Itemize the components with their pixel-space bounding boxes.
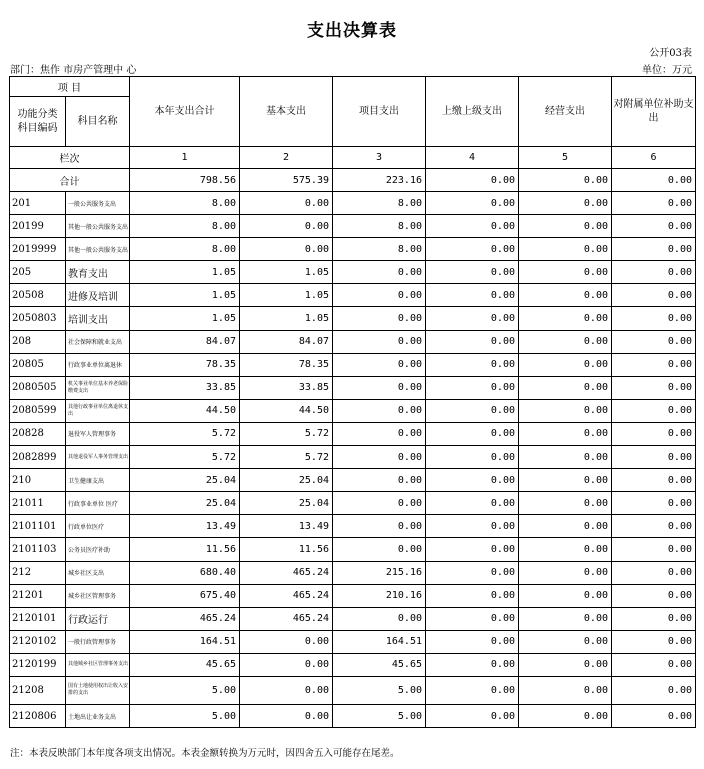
amount-cell: 8.00 [130,215,240,238]
subject-name-cell: 社会保障和就业支出 [66,330,130,353]
amount-cell: 0.00 [612,561,696,584]
amount-cell: 0.00 [519,284,612,307]
amount-cell: 25.04 [240,492,333,515]
amount-cell: 0.00 [426,469,519,492]
header-business: 经营支出 [519,77,612,147]
func-code-cell: 205 [10,261,66,284]
table-row [10,492,696,515]
func-code-cell: 210 [10,469,66,492]
func-code-cell: 2120101 [10,607,66,630]
func-code-cell: 2080505 [10,376,66,399]
unit-label: 单位：万元 [642,65,692,76]
subject-name-cell: 公务员医疗补助 [66,538,130,561]
amount-cell: 0.00 [426,584,519,607]
amount-cell: 0.00 [612,192,696,215]
amount-cell: 0.00 [519,238,612,261]
amount-cell: 0.00 [519,469,612,492]
header-total: 本年支出合计 [130,77,240,147]
subject-name-cell: 国有土地使用权出让收入安排的支出 [66,676,130,704]
amount-cell: 0.00 [612,630,696,653]
amount-cell: 0.00 [519,399,612,422]
amount-cell: 0.00 [240,215,333,238]
col-number: 4 [426,147,519,169]
amount-cell: 0.00 [519,676,612,704]
amount-cell: 0.00 [612,215,696,238]
subject-name-cell: 行政运行 [66,607,130,630]
amount-cell: 164.51 [130,630,240,653]
amount-cell: 0.00 [519,704,612,727]
amount-cell: 0.00 [519,515,612,538]
amount-cell: 0.00 [612,353,696,376]
table-row [10,469,696,492]
amount-cell: 5.00 [130,704,240,727]
amount-cell: 0.00 [240,238,333,261]
amount-cell: 210.16 [333,584,426,607]
amount-cell: 78.35 [240,353,333,376]
item-group-header: 项 目 [10,77,130,97]
amount-cell: 33.85 [130,376,240,399]
amount-cell: 13.49 [130,515,240,538]
subject-name-cell: 其他退役军人事务管理支出 [66,446,130,469]
amount-cell: 5.72 [130,446,240,469]
subject-name-cell: 城乡社区管理事务 [66,584,130,607]
subject-name-cell: 一般公共服务支出 [66,192,130,215]
page-title: 支出决算表 [307,21,397,41]
amount-cell: 1.05 [240,307,333,330]
amount-cell: 0.00 [333,446,426,469]
header-subsidy: 对附属单位补助支出 [612,77,696,147]
amount-cell: 465.24 [240,607,333,630]
amount-cell: 465.24 [240,561,333,584]
amount-cell: 0.00 [519,330,612,353]
func-code-cell: 2101103 [10,538,66,561]
func-code-cell: 201 [10,192,66,215]
header-project: 项目支出 [333,77,426,147]
table-row [10,284,696,307]
subject-name-cell: 其他城乡社区管理事务支出 [66,653,130,676]
subject-name-cell: 卫生健康支出 [66,469,130,492]
table-row [10,376,696,399]
amount-cell: 0.00 [426,215,519,238]
amount-cell: 164.51 [333,630,426,653]
amount-cell: 0.00 [426,330,519,353]
amount-cell: 0.00 [519,538,612,561]
summary-value: 0.00 [612,169,696,192]
amount-cell: 0.00 [426,515,519,538]
table-row [10,330,696,353]
summary-value: 223.16 [333,169,426,192]
amount-cell: 0.00 [612,307,696,330]
table-row [10,630,696,653]
subject-name-cell: 其他一般公共服务支出 [66,238,130,261]
amount-cell: 0.00 [519,261,612,284]
summary-value: 0.00 [426,169,519,192]
col-number: 6 [612,147,696,169]
amount-cell: 5.72 [240,422,333,445]
amount-cell: 44.50 [130,399,240,422]
amount-cell: 0.00 [240,653,333,676]
subject-name-cell: 培训支出 [66,307,130,330]
amount-cell: 0.00 [333,376,426,399]
func-code-cell: 21208 [10,676,66,704]
subject-name-cell: 退役军人管理事务 [66,422,130,445]
table-row [10,653,696,676]
table-row [10,238,696,261]
amount-cell: 0.00 [519,215,612,238]
table-row [10,399,696,422]
amount-cell: 44.50 [240,399,333,422]
amount-cell: 25.04 [240,469,333,492]
subject-name-cell: 行政事业单位离退休 [66,353,130,376]
col-number: 5 [519,147,612,169]
func-code-cell: 20508 [10,284,66,307]
amount-cell: 5.00 [333,704,426,727]
amount-cell: 0.00 [333,399,426,422]
amount-cell: 0.00 [426,192,519,215]
amount-cell: 84.07 [130,330,240,353]
func-code-cell: 20828 [10,422,66,445]
col-number: 1 [130,147,240,169]
amount-cell: 0.00 [612,238,696,261]
amount-cell: 0.00 [612,399,696,422]
amount-cell: 0.00 [612,515,696,538]
table-row [10,446,696,469]
amount-cell: 0.00 [333,353,426,376]
department-label: 部门：焦作 市房产管理中 心 [10,65,137,76]
amount-cell: 0.00 [519,376,612,399]
subject-name-cell: 一般行政管理事务 [66,630,130,653]
amount-cell: 0.00 [612,376,696,399]
amount-cell: 5.00 [333,676,426,704]
table-row [10,515,696,538]
amount-cell: 8.00 [333,238,426,261]
amount-cell: 0.00 [426,376,519,399]
subject-name-cell: 城乡社区支出 [66,561,130,584]
summary-value: 0.00 [519,169,612,192]
amount-cell: 0.00 [426,676,519,704]
func-code-cell: 21201 [10,584,66,607]
amount-cell: 0.00 [612,676,696,704]
func-code-cell: 2120806 [10,704,66,727]
footnote: 注：本表反映部门本年度各项支出情况。本表金额转换为万元时，因四舍五入可能存在尾差。 [10,748,400,759]
amount-cell: 8.00 [130,192,240,215]
func-code-cell: 208 [10,330,66,353]
amount-cell: 0.00 [333,261,426,284]
amount-cell: 8.00 [333,215,426,238]
amount-cell: 0.00 [426,446,519,469]
func-code-cell: 21011 [10,492,66,515]
amount-cell: 465.24 [240,584,333,607]
amount-cell: 0.00 [519,422,612,445]
amount-cell: 0.00 [333,330,426,353]
amount-cell: 0.00 [333,515,426,538]
col-number: 2 [240,147,333,169]
amount-cell: 0.00 [612,330,696,353]
amount-cell: 0.00 [612,446,696,469]
amount-cell: 0.00 [519,630,612,653]
subject-name-cell: 教育支出 [66,261,130,284]
func-code-cell: 20199 [10,215,66,238]
amount-cell: 0.00 [519,584,612,607]
amount-cell: 0.00 [519,446,612,469]
amount-cell: 0.00 [612,284,696,307]
subject-name-cell: 机关事业单位基本养老保险缴费支出 [66,376,130,399]
subject-name-cell: 其他一般公共服务支出 [66,215,130,238]
amount-cell: 0.00 [240,676,333,704]
amount-cell: 0.00 [426,538,519,561]
header-subject-name: 科目名称 [66,97,130,147]
subject-name-cell: 行政单位医疗 [66,515,130,538]
func-code-cell: 2019999 [10,238,66,261]
amount-cell: 5.72 [130,422,240,445]
amount-cell: 1.05 [240,261,333,284]
amount-cell: 8.00 [333,192,426,215]
table-row [10,584,696,607]
amount-cell: 0.00 [426,561,519,584]
table-row [10,353,696,376]
amount-cell: 0.00 [333,607,426,630]
amount-cell: 0.00 [426,653,519,676]
amount-cell: 0.00 [612,653,696,676]
amount-cell: 1.05 [130,261,240,284]
func-code-cell: 212 [10,561,66,584]
amount-cell: 0.00 [612,261,696,284]
func-code-cell: 2082899 [10,446,66,469]
amount-cell: 25.04 [130,492,240,515]
expenditure-table [9,76,696,728]
amount-cell: 0.00 [426,422,519,445]
func-code-cell: 20805 [10,353,66,376]
func-code-cell: 2101101 [10,515,66,538]
table-row [10,307,696,330]
amount-cell: 0.00 [240,704,333,727]
func-code-cell: 2050803 [10,307,66,330]
amount-cell: 8.00 [130,238,240,261]
func-code-cell: 2080599 [10,399,66,422]
summary-value: 575.39 [240,169,333,192]
amount-cell: 0.00 [612,469,696,492]
subject-name-cell: 进修及培训 [66,284,130,307]
amount-cell: 78.35 [130,353,240,376]
amount-cell: 0.00 [519,307,612,330]
amount-cell: 0.00 [240,192,333,215]
amount-cell: 0.00 [240,630,333,653]
summary-value: 798.56 [130,169,240,192]
table-row [10,192,696,215]
amount-cell: 0.00 [333,492,426,515]
amount-cell: 13.49 [240,515,333,538]
amount-cell: 215.16 [333,561,426,584]
amount-cell: 0.00 [519,561,612,584]
amount-cell: 1.05 [130,284,240,307]
amount-cell: 675.40 [130,584,240,607]
amount-cell: 0.00 [612,538,696,561]
amount-cell: 0.00 [519,492,612,515]
amount-cell: 5.72 [240,446,333,469]
amount-cell: 11.56 [240,538,333,561]
amount-cell: 0.00 [333,469,426,492]
func-code-cell: 2120199 [10,653,66,676]
form-number: 公开03表 [649,48,692,59]
amount-cell: 465.24 [130,607,240,630]
amount-cell: 1.05 [240,284,333,307]
header-basic: 基本支出 [240,77,333,147]
subject-name-cell: 土地出让业务支出 [66,704,130,727]
table-row [10,215,696,238]
summary-label: 合计 [10,169,130,192]
amount-cell: 0.00 [426,607,519,630]
amount-cell: 0.00 [426,238,519,261]
amount-cell: 0.00 [426,307,519,330]
amount-cell: 0.00 [426,492,519,515]
amount-cell: 33.85 [240,376,333,399]
amount-cell: 0.00 [519,192,612,215]
amount-cell: 0.00 [612,704,696,727]
func-code-cell: 2120102 [10,630,66,653]
table-row [10,422,696,445]
amount-cell: 45.65 [130,653,240,676]
table-row [10,676,696,704]
amount-cell: 45.65 [333,653,426,676]
amount-cell: 0.00 [519,353,612,376]
amount-cell: 0.00 [426,704,519,727]
amount-cell: 0.00 [333,284,426,307]
col-number: 3 [333,147,426,169]
amount-cell: 0.00 [426,399,519,422]
subject-name-cell: 行政事业单位 医疗 [66,492,130,515]
table-row [10,607,696,630]
amount-cell: 680.40 [130,561,240,584]
amount-cell: 0.00 [612,607,696,630]
table-row [10,704,696,727]
table-row [10,261,696,284]
amount-cell: 0.00 [426,630,519,653]
amount-cell: 84.07 [240,330,333,353]
amount-cell: 0.00 [426,284,519,307]
amount-cell: 0.00 [612,422,696,445]
amount-cell: 0.00 [333,538,426,561]
amount-cell: 0.00 [333,422,426,445]
subject-name-cell: 其他行政事业单位离退休支出 [66,399,130,422]
amount-cell: 0.00 [426,353,519,376]
table-row [10,561,696,584]
amount-cell: 0.00 [519,653,612,676]
row-index-label: 栏次 [10,147,130,169]
amount-cell: 0.00 [426,261,519,284]
amount-cell: 5.00 [130,676,240,704]
header-upper: 上缴上级支出 [426,77,519,147]
amount-cell: 0.00 [333,307,426,330]
amount-cell: 0.00 [612,584,696,607]
table-row [10,538,696,561]
amount-cell: 25.04 [130,469,240,492]
amount-cell: 1.05 [130,307,240,330]
header-func-code: 功能分类科目编码 [10,97,66,147]
amount-cell: 0.00 [612,492,696,515]
amount-cell: 0.00 [519,607,612,630]
amount-cell: 11.56 [130,538,240,561]
